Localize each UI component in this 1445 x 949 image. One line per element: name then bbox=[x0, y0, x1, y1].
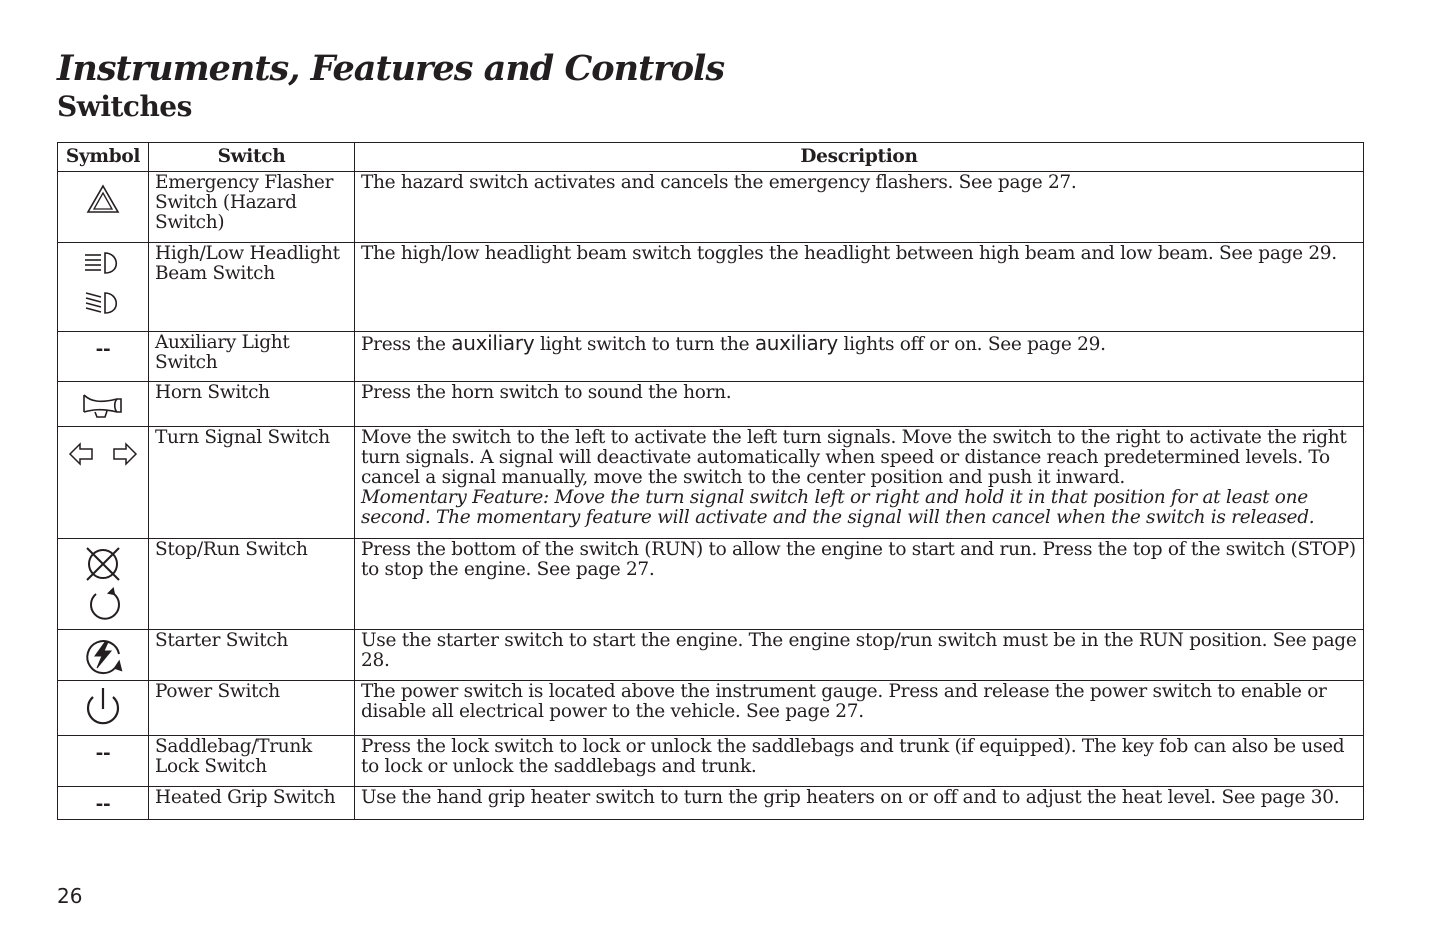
switch-name: High/Low Headlight Beam Switch bbox=[149, 243, 355, 332]
symbol-cell bbox=[58, 681, 149, 736]
table-row bbox=[58, 630, 1364, 681]
switch-name: Emergency Flasher Switch (Hazard Switch) bbox=[149, 172, 355, 243]
table-row bbox=[58, 382, 1364, 427]
horn-icon bbox=[81, 390, 125, 420]
power-icon bbox=[81, 685, 125, 731]
switches-table bbox=[57, 142, 1364, 820]
switch-description: Use the starter switch to start the engine. The engine stop/run switch must be in the RUN position. See page 28. bbox=[355, 630, 1364, 681]
table-row bbox=[58, 736, 1364, 787]
switch-description: Use the hand grip heater switch to turn the grip heaters on or off and to adjust the heat level. See page 30. bbox=[355, 787, 1364, 820]
switch-description: Press the horn switch to sound the horn. bbox=[355, 382, 1364, 427]
no-symbol-dash: -- bbox=[95, 339, 111, 360]
switch-description bbox=[355, 427, 1364, 539]
switch-name: Auxiliary Light Switch bbox=[149, 332, 355, 382]
symbol-cell bbox=[58, 243, 149, 332]
headlight-beam-icon bbox=[81, 247, 125, 323]
switch-name: Stop/Run Switch bbox=[149, 539, 355, 630]
description-text: Move the switch to the left to activate the left turn signals. Move the switch to the right to activate the right turn signals. A signal will deactivate automatically when speed or distance reach predetermined levels. To cancel a signal manually, move the switch to the center position and push it inward. bbox=[361, 427, 1347, 488]
symbol-cell bbox=[58, 736, 149, 787]
section-title: Switches bbox=[57, 90, 192, 123]
symbol-cell bbox=[58, 539, 149, 630]
hazard-triangle-icon bbox=[86, 184, 120, 214]
page-title: Instruments, Features and Controls bbox=[57, 48, 725, 89]
symbol-cell bbox=[58, 332, 149, 382]
switch-name: Saddlebag/Trunk Lock Switch bbox=[149, 736, 355, 787]
momentary-feature-note: Momentary Feature: Move the turn signal switch left or right and hold it in that position for at least one second. The momentary feature will activate and the signal will then cancel when the switch is released. bbox=[361, 487, 1315, 528]
table-row bbox=[58, 243, 1364, 332]
switch-description: Press the auxiliary light switch to turn the auxiliary lights off or on. See page 29. bbox=[355, 332, 1364, 382]
switch-name: Turn Signal Switch bbox=[149, 427, 355, 539]
turn-signal-arrows-icon bbox=[68, 439, 138, 469]
switch-name: Heated Grip Switch bbox=[149, 787, 355, 820]
starter-icon bbox=[81, 634, 125, 676]
switch-name: Horn Switch bbox=[149, 382, 355, 427]
no-symbol-dash: -- bbox=[95, 794, 111, 815]
symbol-cell bbox=[58, 427, 149, 539]
page-number: 26 bbox=[57, 884, 83, 908]
table-row bbox=[58, 172, 1364, 243]
symbol-cell bbox=[58, 172, 149, 243]
table-header-row bbox=[58, 143, 1364, 172]
switch-name: Power Switch bbox=[149, 681, 355, 736]
symbol-cell bbox=[58, 630, 149, 681]
symbol-cell bbox=[58, 382, 149, 427]
switch-description: Press the lock switch to lock or unlock the saddlebags and trunk (if equipped). The key fob can also be used to lock or unlock the saddlebags and trunk. bbox=[355, 736, 1364, 787]
symbol-cell bbox=[58, 787, 149, 820]
table-row bbox=[58, 539, 1364, 630]
table-row bbox=[58, 787, 1364, 820]
column-header-switch: Switch bbox=[149, 143, 355, 172]
table-row bbox=[58, 681, 1364, 736]
table-row bbox=[58, 427, 1364, 539]
switch-name: Starter Switch bbox=[149, 630, 355, 681]
stop-run-icon bbox=[81, 543, 125, 625]
column-header-description: Description bbox=[355, 143, 1364, 172]
table-row bbox=[58, 332, 1364, 382]
switch-description: The hazard switch activates and cancels the emergency flashers. See page 27. bbox=[355, 172, 1364, 243]
switch-description: The high/low headlight beam switch toggles the headlight between high beam and low beam. See page 29. bbox=[355, 243, 1364, 332]
column-header-symbol: Symbol bbox=[58, 143, 149, 172]
switch-description: The power switch is located above the instrument gauge. Press and release the power switch to enable or disable all electrical power to the vehicle. See page 27. bbox=[355, 681, 1364, 736]
no-symbol-dash: -- bbox=[95, 743, 111, 764]
switch-description: Press the bottom of the switch (RUN) to allow the engine to start and run. Press the top of the switch (STOP) to stop the engine. See page 27. bbox=[355, 539, 1364, 630]
